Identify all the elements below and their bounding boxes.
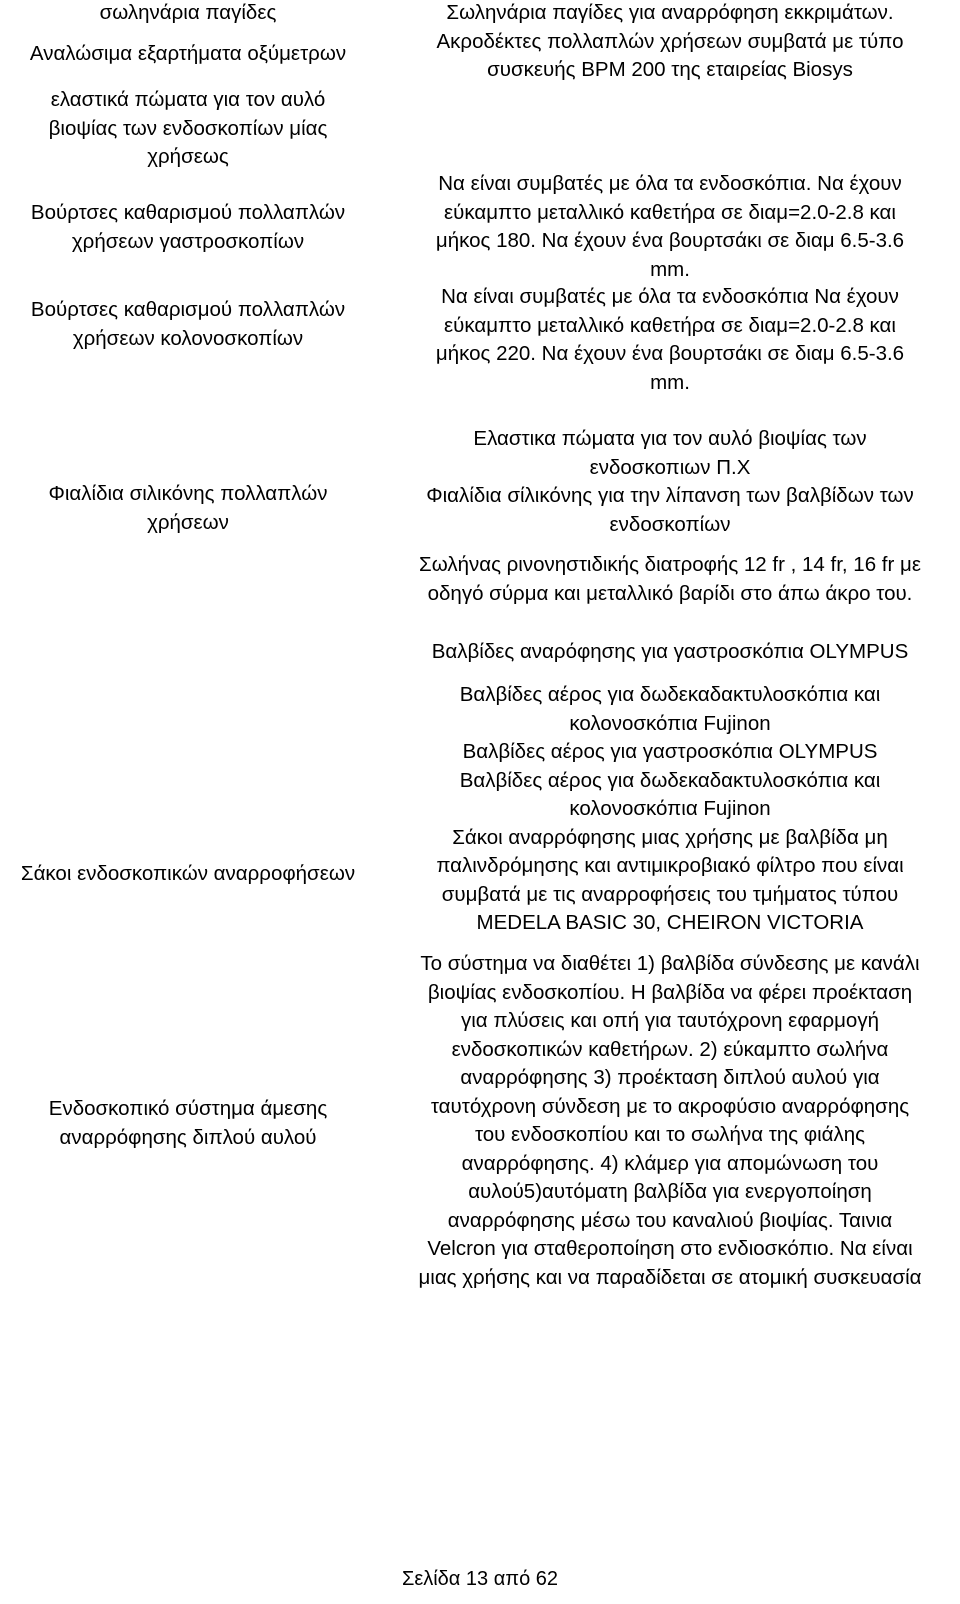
text-line: μιας χρήσης και να παραδίδεται σε ατομική συσκευασία [418, 1265, 922, 1289]
left-item-5 [0, 296, 376, 353]
text-line: mm. [650, 370, 690, 394]
text-line: Το σύστημα να διαθέτει 1) βαλβίδα σύνδεσης με κανάλι [420, 952, 920, 975]
text-line: βιοψίας ενδοσκοπίου. Η βαλβίδα να φέρει προέκταση [427, 980, 913, 1004]
text-line: Βαλβίδες αέρος για δωδεκαδακτυλοσκόπια και [459, 768, 881, 792]
right-item-1 [380, 0, 960, 85]
text-line: Να είναι συμβατές με όλα τα ενδοσκόπια Να έχουν [441, 285, 899, 308]
text-line: αυλού5)αυτόματη βαλβίδα για ενεργοποίηση [468, 1180, 872, 1203]
text-line: συμβατά με τις αναρροφήσεις του τμήματος τύπου [441, 882, 899, 906]
text-line: συσκευής BPM 200 της εταιρείας Biosys [487, 58, 853, 81]
text-line: μήκος 180. Να έχουν ένα βουρτσάκι σε διαμ 6.5-3.6 [435, 229, 905, 252]
text-line: Velcron για σταθεροποίηση στο ενδιοσκόπιο. Να είναι [427, 1237, 913, 1260]
text-line: Σωλήνας ρινονηστιδικής διατροφής 12 fr , 14 fr, 16 fr με [419, 553, 921, 576]
text-line: Βούρτσες καθαρισμού πολλαπλών [30, 201, 346, 224]
text-line: αναρρόφησης. 4) κλάμερ για απομώνωση του [461, 1151, 879, 1175]
text-line: χρήσεων κολονοσκοπίων [72, 326, 304, 350]
text-line: αναρρόφησης 3) προέκταση διπλού αυλού για [460, 1066, 880, 1089]
text-line: Αναλώσιμα εξαρτήματα οξύμετρων [29, 42, 347, 65]
right-item-2 [380, 170, 960, 284]
left-item-3 [0, 86, 376, 172]
text-line: εύκαμπτο μεταλλικό καθετήρα σε διαμ=2.0-2.8 και [444, 313, 896, 337]
text-line: Ακροδέκτες πολλαπλών χρήσεων συμβατά με τύπο [436, 29, 904, 53]
right-item-5 [380, 551, 960, 608]
text-line: σωληνάρια παγίδες [99, 1, 277, 24]
left-item-2 [0, 40, 376, 69]
text-line: Σάκοι ενδοσκοπικών αναρροφήσεων [20, 862, 356, 885]
text-line: Να είναι συμβατές με όλα τα ενδοσκόπια. Να έχουν [438, 172, 902, 195]
text-line: Φιαλίδια σιλικόνης πολλαπλών [48, 482, 328, 505]
text-line: χρήσεων γαστροσκοπίων [71, 229, 305, 253]
text-line: κολονοσκόπια Fujinon [569, 711, 771, 735]
text-line: χρήσεων [147, 510, 229, 534]
text-line: Βαλβίδες αέρος για δωδεκαδακτυλοσκόπια και [459, 683, 881, 706]
text-line: βιοψίας των ενδοσκοπίων μίας [48, 116, 328, 140]
text-line: ενδοσκοπίων [609, 512, 731, 536]
text-line: Βαλβίδες αέρος για γαστροσκόπια OLYMPUS [462, 740, 878, 763]
right-item-3 [380, 283, 960, 397]
right-item-7 [380, 681, 960, 938]
text-line: MEDELA BASIC 30, CHEIRON VICTORIA [476, 911, 864, 934]
text-line: για πλύσεις και οπή για ταυτόχρονη εφαρμογή [461, 1009, 879, 1032]
text-line: Ελαστικα πώματα για τον αυλό βιοψίας των [473, 427, 867, 450]
left-item-8 [0, 1095, 376, 1152]
text-line: mm. [650, 257, 690, 281]
text-line: Φιαλίδια σίλικόνης για την λίπανση των βαλβίδων των [426, 484, 914, 507]
text-line: χρήσεως [147, 145, 229, 168]
text-line: Σωληνάρια παγίδες για αναρρόφηση εκκριμάτων. [446, 1, 894, 24]
text-line: μήκος 220. Να έχουν ένα βουρτσάκι σε διαμ 6.5-3.6 [435, 342, 905, 365]
right-item-4 [380, 425, 960, 539]
text-line: εύκαμπτο μεταλλικό καθετήρα σε διαμ=2.0-2.8 και [444, 200, 896, 224]
left-item-4 [0, 199, 376, 256]
text-line: Βαλβίδες αναρόφησης για γαστροσκόπια OLYMPUS [431, 640, 909, 663]
text-line: ελαστικά πώματα για τον αυλό [50, 88, 326, 111]
text-line: Σάκοι αναρρόφησης μιας χρήσης με βαλβίδα μη [452, 825, 888, 849]
text-line: κολονοσκόπια Fujinon [569, 797, 771, 820]
right-item-6 [380, 638, 960, 667]
text-line: ενδοσκοπικών καθετήρων. 2) εύκαμπτο σωλήνα [451, 1037, 889, 1061]
left-item-1 [0, 0, 376, 28]
text-line: του ενδοσκοπίου και το σωλήνα της φιάλης [474, 1123, 866, 1146]
text-line: Ενδοσκοπικό σύστημα άμεσης [48, 1097, 328, 1120]
text-line: οδηγό σύρμα και μεταλλικό βαρίδι στο άπω άκρο του. [427, 581, 913, 605]
text-line: Βούρτσες καθαρισμού πολλαπλών [30, 298, 346, 321]
page-number: Σελίδα 13 από 62 [401, 1568, 559, 1590]
text-line: ενδοσκοπιων Π.Χ [589, 455, 751, 479]
left-item-6 [0, 480, 376, 537]
text-line: ταυτόχρονη σύνδεση με το ακροφύσιο αναρρόφησης [430, 1094, 910, 1118]
text-line: αναρρόφησης διπλού αυλού [59, 1125, 317, 1149]
left-item-7 [0, 860, 376, 889]
right-item-8 [380, 950, 960, 1292]
text-line: αναρρόφησης μέσω του καναλιού βιοψίας. Ταινια [447, 1208, 893, 1232]
text-line: παλινδρόμησης και αντιμικροβιακό φίλτρο που είναι [436, 854, 904, 877]
